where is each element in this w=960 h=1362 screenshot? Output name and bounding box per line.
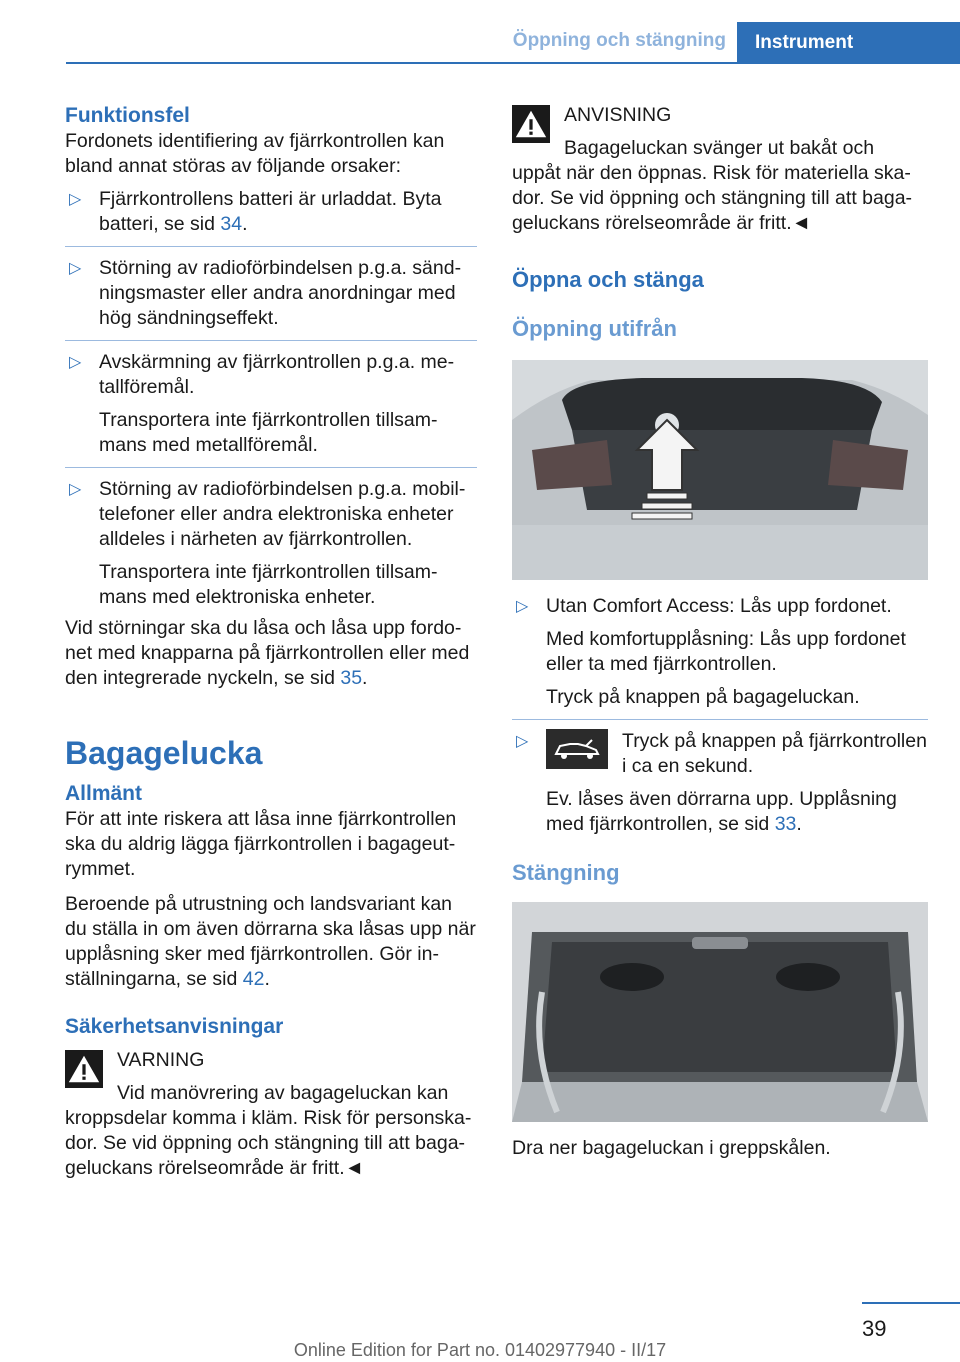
- header-rule: [66, 62, 960, 64]
- page-link-42[interactable]: 42: [242, 968, 265, 990]
- paragraph-allmant-2: Beroende på utrustning och landsvariant kan du ställa in om även dörrarna ska låsas upp när upplåsning sker med fjärrkontrollen. Gör inställningarna, se sid 42.: [65, 893, 476, 990]
- warning-triangle-icon: [512, 105, 550, 143]
- remote-trunk-button-icon: [546, 729, 608, 769]
- heading-funktionsfel: Funktionsfel: [65, 104, 190, 127]
- paragraph-stangning: Dra ner bagageluckan i greppskålen.: [512, 1137, 831, 1159]
- car-trunk-icon: [552, 736, 602, 762]
- heading-stangning: Stängning: [512, 860, 620, 885]
- page-link-35[interactable]: 35: [340, 667, 363, 689]
- right-column: [512, 103, 928, 1171]
- note-block: [512, 103, 928, 236]
- header-chapter-label: Instrument: [755, 32, 854, 53]
- list-item: ▷ Fjärrkontrollens batteri är urladdat. Byta batteri, se sid 34.: [65, 187, 477, 247]
- page-number: 39: [862, 1316, 887, 1341]
- warning-block: [65, 1048, 477, 1181]
- page-link-34[interactable]: 34: [220, 213, 243, 235]
- left-column: [65, 103, 477, 1191]
- paragraph-intro: Fordonets identifiering av fjärrkontrollen kan bland annat störas av följande orsaker:: [65, 130, 445, 177]
- heading-sakerhetsanvisningar: Säkerhetsanvisningar: [65, 1015, 284, 1038]
- heading-bagagelucka: Bagagelucka: [65, 735, 263, 771]
- warning-text: Vid manövrering av bagageluckan kan kroppsdelar komma i kläm. Risk för personskador. Se vid öppning och stängning till att bagageluckans rörelseområde är fritt.◄: [65, 1082, 472, 1179]
- triangle-bullet-icon: ▷: [69, 354, 82, 371]
- trunk-exterior-illustration: [512, 360, 928, 580]
- warning-triangle-icon: [65, 1050, 103, 1088]
- paragraph-after-list: Vid störningar ska du låsa och låsa upp fordonet med knapparna på fjärrkontrollen eller med den integrerade nyckeln, se sid 35.: [65, 617, 470, 689]
- trunk-interior-photo: [512, 902, 928, 1122]
- list-item: ▷ Tryck på knappen på fjärrkontrollen i ca en sekund. Ev. låses även dörrarna upp. Upplåsning med fjärrkontrollen, se sid 33.: [516, 730, 927, 835]
- triangle-bullet-icon: ▷: [516, 733, 529, 750]
- heading-oppning-utifran: Öppning utifrån: [512, 316, 677, 341]
- list-item: ▷ Störning av radioförbindelsen p.g.a. mobiltelefoner eller andra elektroniska enheter alldeles i närheten av fjärrkontrollen. Transportera inte fjärrkontrollen tillsammans med elektroniska enheter.: [69, 478, 466, 608]
- footer-rule: [862, 1302, 960, 1304]
- triangle-bullet-icon: ▷: [69, 191, 82, 208]
- opening-steps: [512, 594, 928, 846]
- list-item: ▷ Störning av radioförbindelsen p.g.a. sändningsmaster eller andra anordningar med hög sändningseffekt.: [65, 256, 477, 341]
- cause-list: [65, 187, 477, 616]
- trunk-exterior-photo: [512, 360, 928, 580]
- note-text: Bagageluckan svänger ut bakåt och uppåt när den öppnas. Risk för materiella skador. Se vid öppning och stängning till att bagageluckans rörelseområde är fritt.◄: [512, 137, 913, 234]
- list-item: ▷ Utan Comfort Access: Lås upp fordonet. Med komfortupplåsning: Lås upp fordonet eller ta med fjärrkontrollen. Tryck på knappen på bagageluckan.: [512, 594, 928, 720]
- edition-line: Online Edition for Part no. 01402977940 - II/17: [293, 1340, 667, 1360]
- header-section-title: Öppning och stängning: [512, 30, 726, 51]
- triangle-bullet-icon: ▷: [69, 481, 82, 498]
- paragraph-allmant-1: För att inte riskera att låsa inne fjärrkontrollen ska du aldrig lägga fjärrkontrollen i bagageutrymmet.: [65, 808, 457, 880]
- note-title: ANVISNING: [564, 104, 672, 126]
- trunk-interior-illustration: [512, 902, 928, 1122]
- page-link-33[interactable]: 33: [774, 813, 797, 835]
- heading-allmant: Allmänt: [65, 782, 143, 805]
- list-item: ▷ Avskärmning av fjärrkontrollen p.g.a. metallföremål. Transportera inte fjärrkontrollen tillsammans med metallföremål.: [65, 350, 477, 468]
- header-chapter-tab[interactable]: [737, 22, 960, 64]
- triangle-bullet-icon: ▷: [516, 598, 529, 615]
- heading-oppna-och-stanga: Öppna och stänga: [512, 267, 704, 292]
- triangle-bullet-icon: ▷: [69, 260, 82, 277]
- warning-title: VARNING: [117, 1049, 205, 1071]
